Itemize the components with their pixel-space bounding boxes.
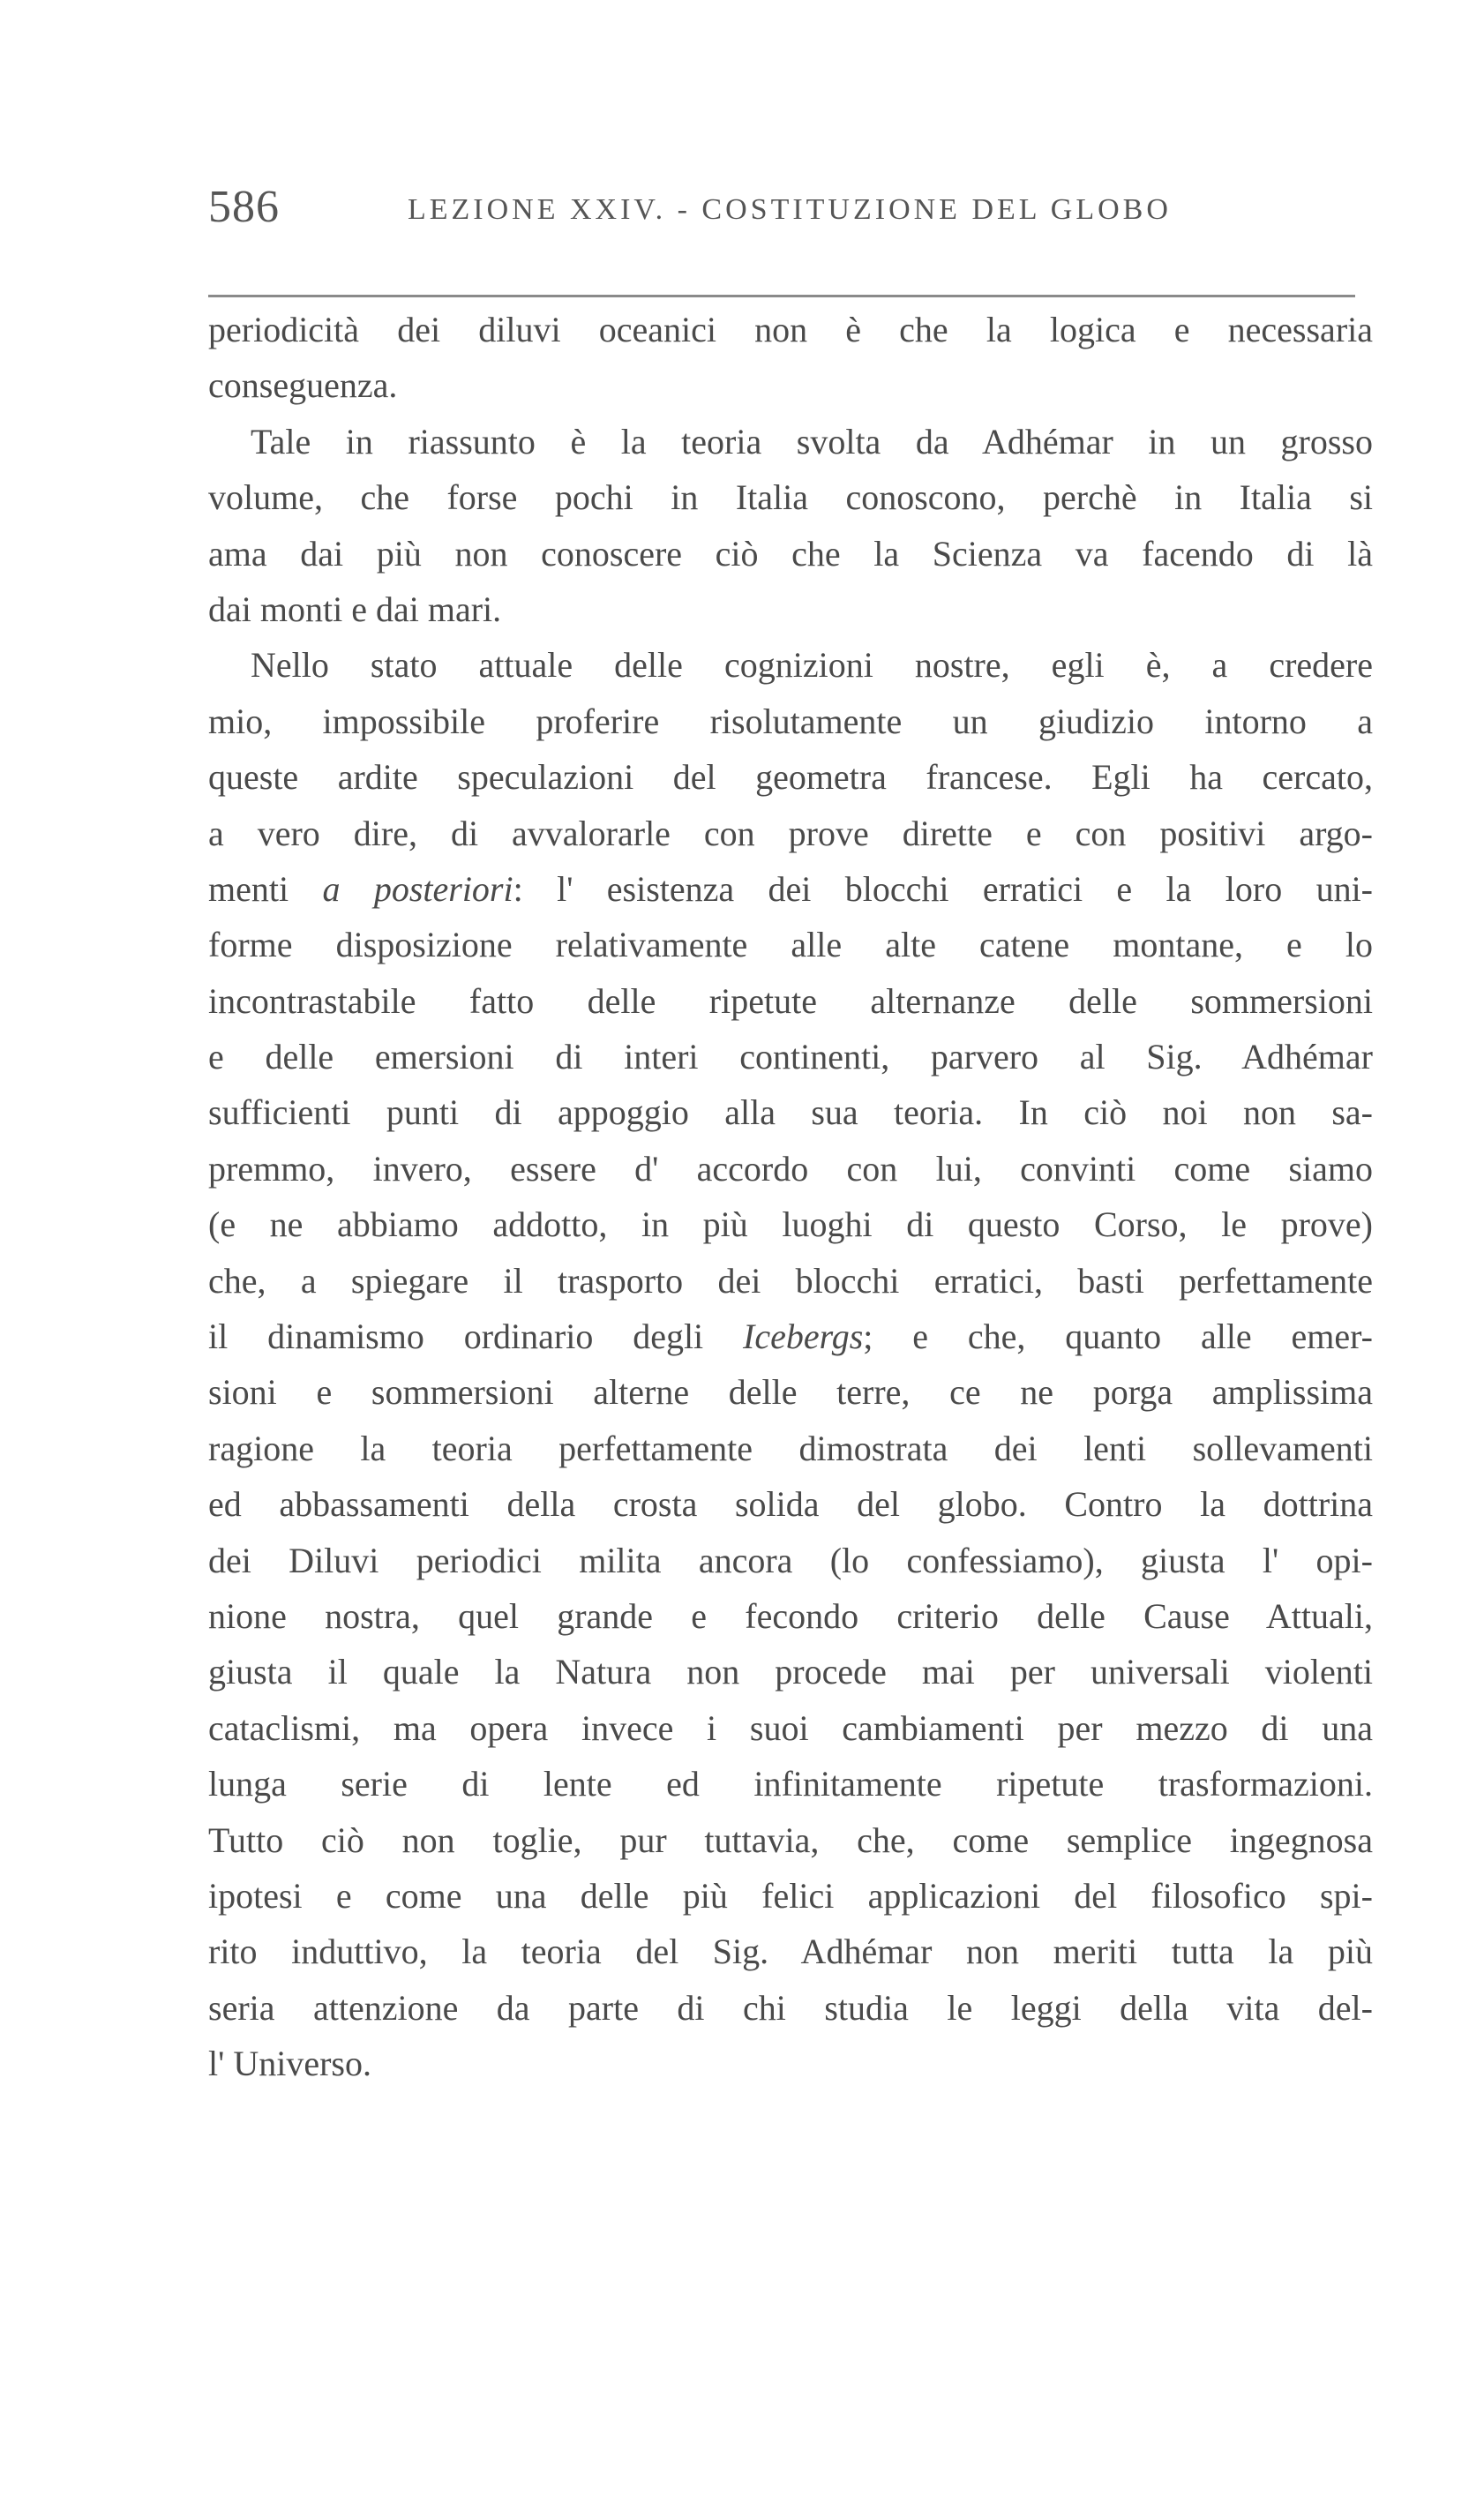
text-line: queste ardite speculazioni del geometra francese. Egli ha cercato, (208, 757, 1373, 798)
text-line: Tutto ciò non toglie, pur tuttavia, che, come semplice ingegnosa (208, 1819, 1373, 1860)
text-line: conseguenza. (208, 365, 398, 406)
text-line: ragione la teoria perfettamente dimostrata dei lenti sollevamenti (208, 1428, 1373, 1468)
body-text (208, 302, 1373, 2092)
text-line: che, a spiegare il trasporto dei blocchi erratici, basti perfettamente (208, 1260, 1373, 1301)
text-fragment: il dinamismo ordinario degli (208, 1317, 704, 1357)
text-line: Nello stato attuale delle cognizioni nostre, egli è, a credere (251, 645, 1373, 686)
text-line: dei Diluvi periodici milita ancora (lo confessiamo), giusta l' opi- (208, 1540, 1373, 1580)
text-line: periodicità dei diluvi oceanici non è che la logica e necessaria (208, 310, 1373, 349)
running-head: LEZIONE XXIV. - COSTITUZIONE DEL GLOBO (408, 193, 1172, 226)
text-line: incontrastabile fatto delle ripetute alternanze delle sommersioni (208, 980, 1373, 1021)
text-line: (e ne abbiamo addotto, in più luoghi di questo Corso, le prove) (208, 1204, 1373, 1245)
text-line: forme disposizione relativamente alle alte catene montane, e lo (208, 925, 1373, 965)
text-line: a vero dire, di avvalorarle con prove dirette e con positivi argo- (208, 813, 1373, 853)
text-fragment: : (513, 868, 523, 909)
text-line: seria attenzione da parte di chi studia le leggi della vita del- (208, 1987, 1373, 2028)
text-line: e delle emersioni di interi continenti, parvero al Sig. Adhémar (208, 1037, 1373, 1077)
text-line: volume, che forse pochi in Italia conoscono, perchè in Italia si (208, 477, 1373, 518)
text-line: rito induttivo, la teoria del Sig. Adhémar non meriti tutta la più (208, 1932, 1373, 1972)
text-line: nione nostra, quel grande e fecondo criterio delle Cause Attuali, (208, 1595, 1373, 1636)
text-line: sioni e sommersioni alterne delle terre, ce ne porga amplissima (208, 1372, 1373, 1413)
text-line: ed abbassamenti della crosta solida del globo. Contro la dottrina (208, 1484, 1373, 1525)
text-line (208, 861, 1373, 917)
text-line: mio, impossibile proferire risolutamente un giudizio intorno a (208, 701, 1373, 741)
text-line: lunga serie di lente ed infinitamente ripetute trasformazioni. (208, 1764, 1373, 1804)
text-line: ipotesi e come una delle più felici applicazioni del filosofico spi- (208, 1875, 1373, 1916)
italic-phrase: a posteriori (322, 868, 513, 909)
text-fragment: ; e che, quanto alle emer- (863, 1317, 1374, 1357)
text-line: dai monti e dai mari. (208, 589, 502, 629)
text-fragment: l' esistenza dei blocchi erratici e la loro uni- (557, 868, 1373, 909)
text-line: premmo, invero, essere d' accordo con lui, convinti come siamo (208, 1148, 1373, 1189)
text-line: ama dai più non conoscere ciò che la Scienza va facendo di là (208, 533, 1373, 574)
text-line: giusta il quale la Natura non procede mai per universali violenti (208, 1652, 1373, 1692)
text-line: Tale in riassunto è la teoria svolta da Adhémar in un grosso (251, 421, 1373, 461)
text-line: sufficienti punti di appoggio alla sua teoria. In ciò noi non sa- (208, 1092, 1373, 1133)
text-line: cataclismi, ma opera invece i suoi cambiamenti per mezzo di una (208, 1707, 1373, 1748)
text-line (208, 1309, 1373, 1364)
page-header (208, 181, 1373, 243)
italic-phrase: Icebergs (743, 1317, 864, 1357)
page-number: 586 (208, 182, 280, 232)
header-rule (208, 295, 1355, 297)
text-fragment: menti (208, 868, 289, 909)
text-line: l' Universo. (208, 2044, 371, 2084)
